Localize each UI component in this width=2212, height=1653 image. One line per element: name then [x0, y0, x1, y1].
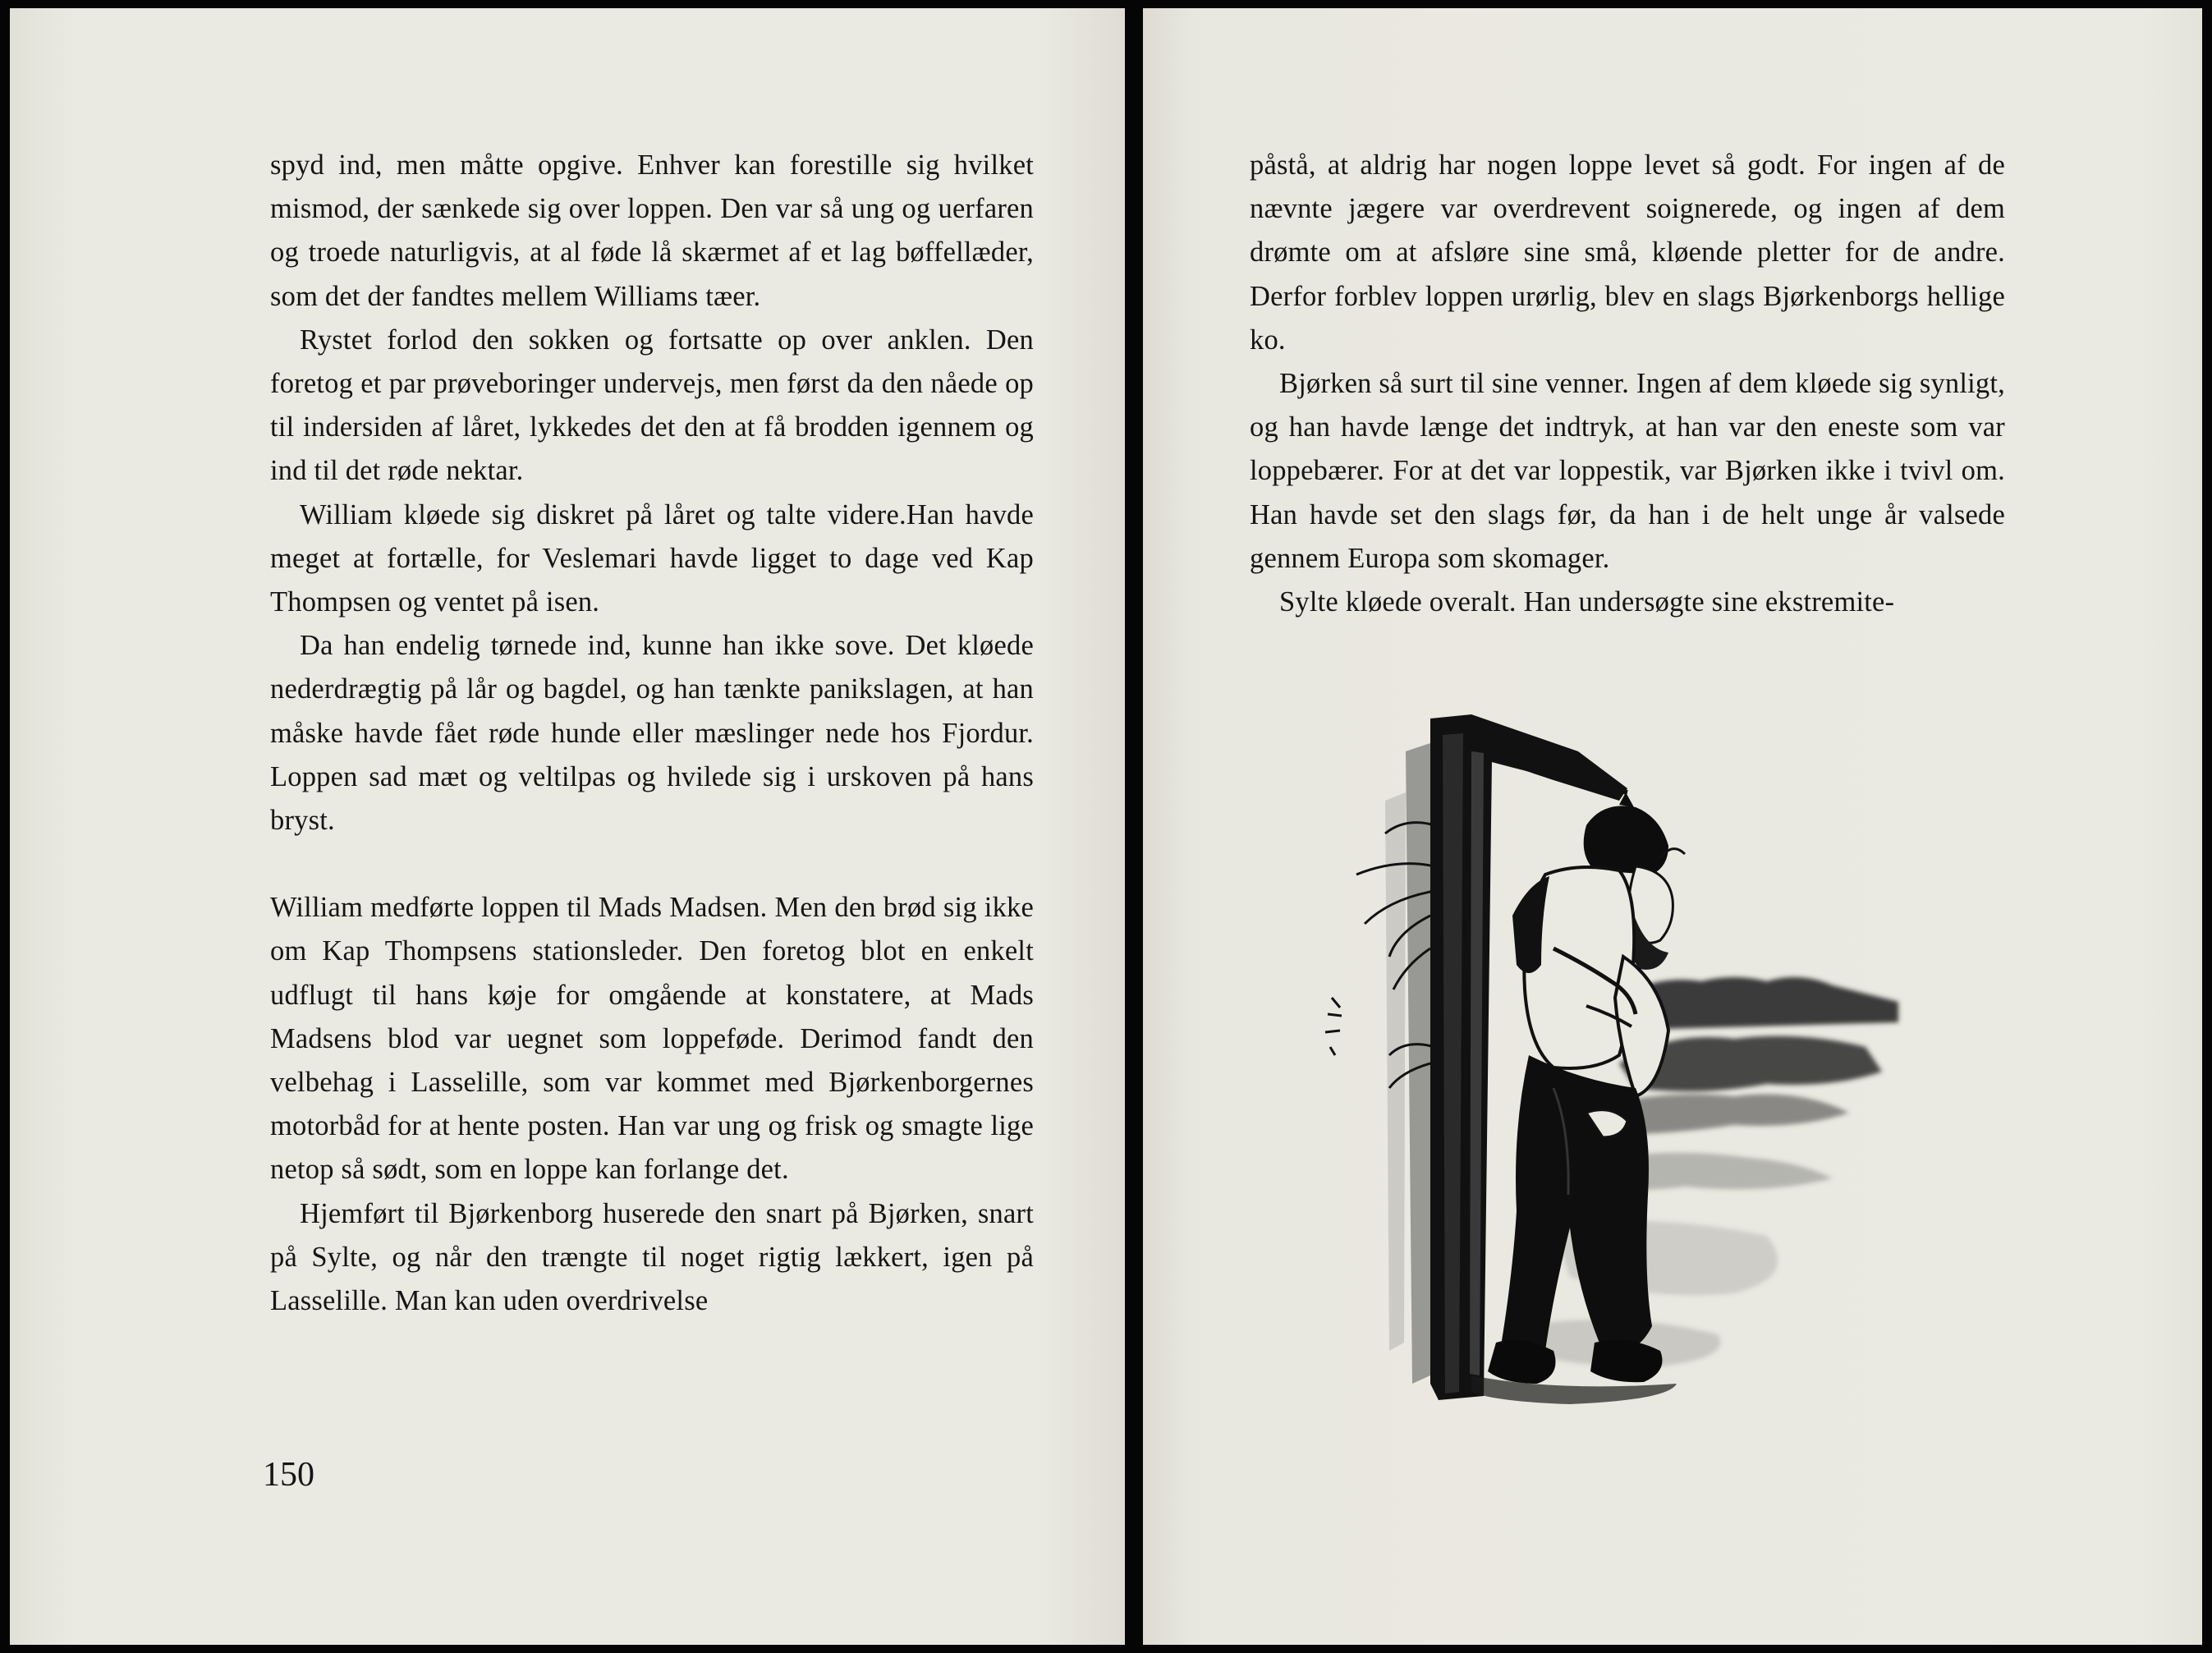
page-number: 150 [263, 1456, 314, 1494]
paragraph: Da han endelig tørnede ind, kunne han ikke sove. Det kløede nederdrægtig på lår og bagdel, og han tænkte panikslagen, at han måske havde fået røde hunde eller mæslinger nede hos Fjordur. Loppen sad mæt og veltilpas og hvilede sig i urskoven på hans bryst. [270, 630, 1034, 837]
left-page-text [270, 144, 1034, 1323]
paragraph: Rystet forlod den sokken og fortsatte op over anklen. Den foretog et par prøveboringer undervejs, men først da den nåede op til indersiden af låret, lykkedes det den at få brodden igennem og ind til det røde nektar. [270, 324, 1034, 487]
right-page-text [1250, 144, 2005, 624]
paragraph: William medførte loppen til Mads Madsen. Men den brød sig ikke om Kap Thompsens stationsleder. Den foretog blot en enkelt udflugt til hans køje for omgående at konstatere, at Mads Madsens blod var uegnet som loppeføde. Derimod fandt den velbehag i Lasselille, som var kommet med Bjørkenborgernes motorbåd for at hente posten. Han var ung og frisk og smagte lige netop så sødt, som en loppe kan forlange det. [270, 892, 1034, 1186]
paragraph: spyd ind, men måtte opgive. Enhver kan forestille sig hvilket mismod, der sænkede sig over loppen. Den var så ung og uerfaren og troede naturligvis, at al føde lå skærmet af et lag bøffellæder, som det der fandtes mellem Williams tæer. [270, 149, 1034, 312]
paragraph: påstå, at aldrig har nogen loppe levet så godt. For ingen af de nævnte jægere var overdrevent soignerede, og ingen af dem drømte om at afsløre sine små, kløende pletter for de andre. Derfor forblev loppen urørlig, blev en slags Bjørkenborgs hellige ko. [1250, 149, 2005, 356]
wall-marks [1325, 998, 1342, 1055]
paragraph: Sylte kløede overalt. Han undersøgte sine ekstremite- [1279, 586, 1895, 618]
paragraph: Hjemført til Bjørkenborg huserede den snart på Bjørken, snart på Sylte, og når den trængte til noget rigtig lækkert, igen på Lasselille. Man kan uden overdrivelse [270, 1197, 1034, 1317]
right-page [1143, 8, 2202, 1645]
ink-illustration [1307, 702, 1931, 1425]
left-page [10, 8, 1125, 1645]
paragraph: William kløede sig diskret på låret og talte videre.Han havde meget at fortælle, for Veslemari havde ligget to dage ved Kap Thompsen og ventet på isen. [270, 498, 1034, 618]
paragraph: Bjørken så surt til sine venner. Ingen af dem kløede sig synligt, og han havde længe det indtryk, at han var den eneste som var loppebærer. For at det var loppestik, var Bjørken ikke i tvivl om. Han havde set den slags før, da han i de helt unge år valsede gennem Europa som skomager. [1250, 368, 2005, 574]
illustration-svg [1307, 702, 1931, 1425]
